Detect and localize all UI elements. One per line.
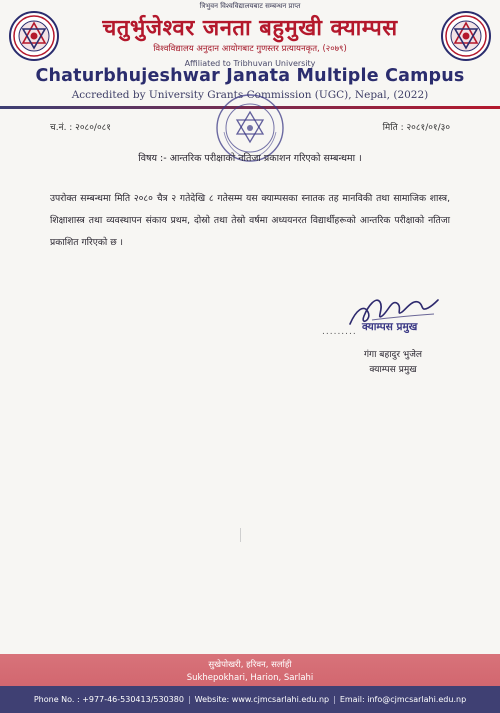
scan-artifact [240, 528, 241, 542]
signature-stamp: क्याम्पस प्रमुख [362, 321, 418, 333]
letter-footer [0, 654, 500, 713]
footer-separator: | [187, 695, 191, 704]
reference-number: च.नं. : २०८०/०८१ [50, 123, 111, 133]
footer-address-english: Sukhepokhari, Harion, Sarlahi [186, 673, 314, 683]
campus-name-english: Chaturbhujeshwar Janata Multiple Campus [35, 66, 465, 86]
signatory-title: क्याम्पस प्रमुख [369, 365, 417, 375]
footer-email[interactable]: Email: info@cjmcsarlahi.edu.np [339, 695, 467, 704]
footer-contact-bar [0, 686, 500, 713]
accreditation-note-nepali: विश्वविद्यालय अनुदान आयोगबाट गुणस्तर प्रत्यायनकृत, (२०७९) [153, 44, 347, 54]
footer-address-nepali: सुखेपोखरी, हरिवन, सर्लाही [208, 660, 292, 670]
campus-name-nepali: चतुर्भुजेश्वर जनता बहुमुखी क्याम्पस [102, 16, 398, 41]
footer-website[interactable]: Website: www.cjmcsarlahi.edu.np [194, 695, 330, 704]
footer-phone: Phone No. : +977-46-530413/530380 [33, 695, 184, 704]
affiliation-note-nepali: त्रिभुवन विश्वविद्यालयबाट सम्बन्धन प्राप्त [199, 2, 301, 10]
affiliation-note: Affiliated to Tribhuvan University [184, 59, 316, 68]
footer-separator: | [333, 695, 336, 704]
accreditation-note: Accredited by University Grants Commission (UGC), Nepal, (2022) [71, 89, 429, 101]
letter-date: मिति : २०८१/०१/३० [382, 123, 450, 133]
letter-body: उपरोक्त सम्बन्धमा मिति २०८० चैत्र २ गतेदेखि ८ गतेसम्म यस क्याम्पसका स्नातक तह मानविकी तथा सामाजिक शास्त्र, शिक्षाशास्त्र तथा व्यवस्थापन संकाय प्रथम, दोस्रो तथा तेस्रो वर्षमा अध्ययनरत विद्यार्थीहरूको आन्तरिक परीक्षाको नतिजा प्रकाशित गरिएको छ । [50, 193, 450, 248]
signatory-name: गंगा बहादुर भुजेल [363, 350, 422, 360]
signature-line: ......... [322, 327, 357, 337]
letter-subject: विषय :- आन्तरिक परीक्षाको नतिजा प्रकाशन गरिएको सम्बन्धमा । [138, 153, 362, 164]
